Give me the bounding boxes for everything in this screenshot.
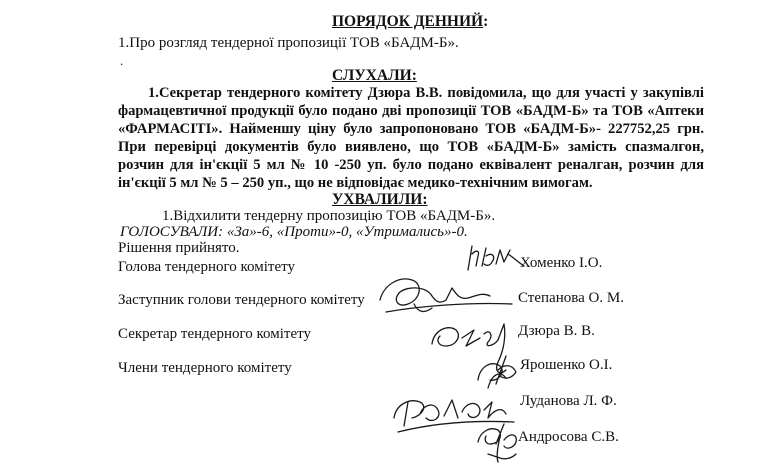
- heard-heading: СЛУХАЛИ:: [332, 67, 417, 84]
- name-dziura: Дзюра В. В.: [518, 323, 595, 339]
- agenda-heading-colon: :: [483, 13, 489, 30]
- signature-ludanova: [394, 400, 514, 432]
- role-deputy-chairman: Заступник голови тендерного комітету: [118, 292, 365, 308]
- agenda-item: 1.Про розгляд тендерної пропозиції ТОВ «БАДМ-Б».: [118, 35, 459, 51]
- decided-item: 1.Відхилити тендерну пропозицію ТОВ «БАДМ-Б».: [162, 208, 496, 224]
- signature-stepanova: [380, 279, 512, 312]
- heard-line-4: При перевірці документів було виявлено, що ТОВ «БАДМ-Б» замість спазмалгон,: [118, 139, 704, 155]
- heard-line-1: 1.Секретар тендерного комітету Дзюра В.В. повідомила, що для участі у закупівлі: [148, 85, 704, 101]
- heard-line-2: фармацевтичної продукції було подано дві пропозиції ТОВ «БАДМ-Б» та ТОВ «Аптеки: [118, 103, 704, 119]
- role-secretary: Секретар тендерного комітету: [118, 326, 311, 342]
- vote-result: «За»-6, «Проти»-0, «Утримались»-0.: [223, 224, 468, 240]
- role-chairman: Голова тендерного комітету: [118, 259, 295, 275]
- heard-line-3: «ФАРМАСІТІ». Найменшу ціну було запропоновано ТОВ «БАДМ-Б»- 227752,25 грн.: [118, 121, 704, 137]
- vote-label: ГОЛОСУВАЛИ:: [120, 224, 224, 240]
- vote-line: [120, 224, 468, 241]
- decision-accepted: Рішення прийнято.: [118, 240, 240, 256]
- role-members: Члени тендерного комітету: [118, 360, 292, 376]
- signature-khomenko: [468, 246, 524, 270]
- signature-dziura: [432, 324, 506, 373]
- signature-yaroshenko: [478, 356, 516, 388]
- name-ludanova: Луданова Л. Ф.: [520, 393, 617, 409]
- agenda-heading-text: ПОРЯДОК ДЕННИЙ: [332, 13, 484, 30]
- signature-androsova: [478, 424, 516, 462]
- name-stepanova: Степанова О. М.: [518, 290, 624, 306]
- name-yaroshenko: Ярошенко О.І.: [520, 357, 613, 373]
- decided-heading: УХВАЛИЛИ:: [332, 191, 428, 208]
- agenda-heading: [332, 13, 488, 31]
- heard-line-5: розчин для ін'єкції 5 мл № 10 -250 уп. було подано еквівалент реналган, розчин для: [118, 157, 704, 173]
- name-androsova: Андросова С.В.: [518, 429, 619, 445]
- heard-line-6: ін'єкції 5 мл № 5 – 250 уп., що не відповідає медико-технічним вимогам.: [118, 175, 593, 191]
- name-khomenko: Хоменко І.О.: [520, 255, 603, 271]
- agenda-dot: .: [120, 53, 124, 68]
